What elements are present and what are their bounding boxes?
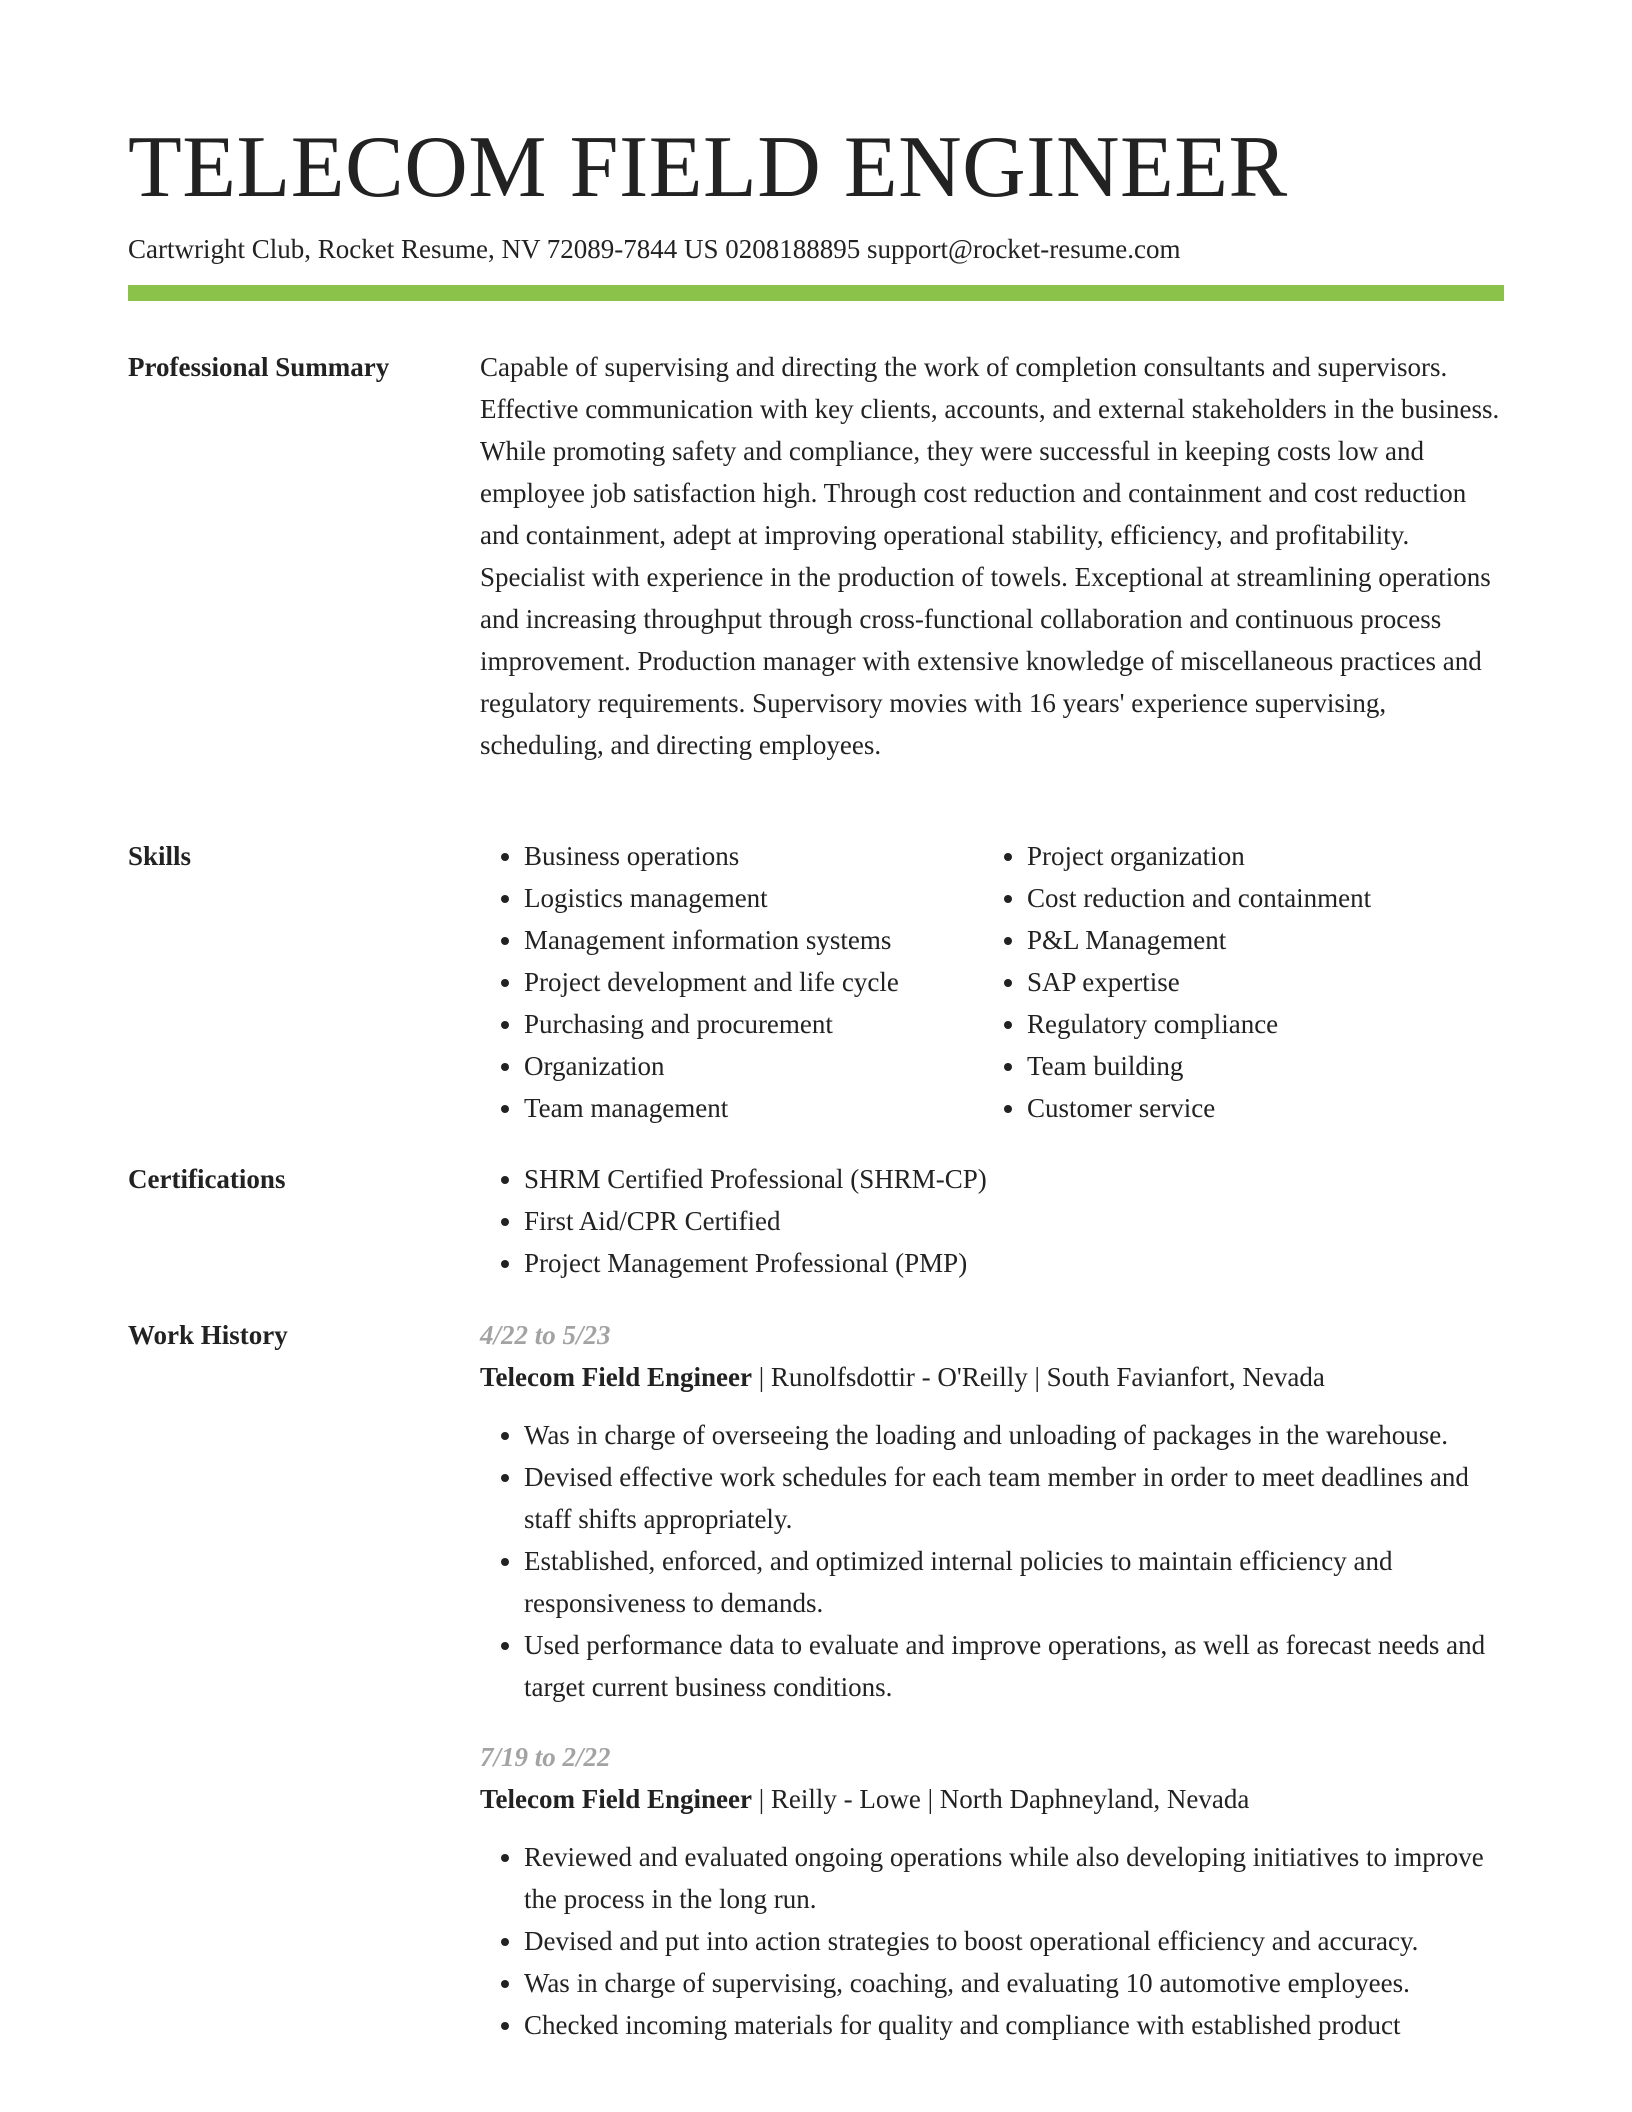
skill-item: • Logistics management <box>524 877 983 919</box>
job-title-line <box>480 1778 1504 1820</box>
job-bullet: • Used performance data to evaluate and improve operations, as well as forecast needs and target current business conditions. <box>524 1624 1504 1708</box>
certification-item: • First Aid/CPR Certified <box>524 1200 1504 1242</box>
certification-item: • SHRM Certified Professional (SHRM-CP) <box>524 1158 1504 1200</box>
job-title-line <box>480 1356 1504 1398</box>
job-title: Telecom Field Engineer <box>480 1362 752 1392</box>
skill-item: • P&L Management <box>1027 919 1487 961</box>
job-bullet: • Devised effective work schedules for each team member in order to meet deadlines and staff shifts appropriately. <box>524 1456 1504 1540</box>
job-employer-location: | Reilly - Lowe | North Daphneyland, Nevada <box>751 1784 1250 1814</box>
skill-item: • Organization <box>524 1045 983 1087</box>
contact-line: Cartwright Club, Rocket Resume, NV 72089-7844 US 0208188895 support@rocket-resume.com <box>128 234 1181 264</box>
skills-list-right <box>983 835 1487 1129</box>
skill-item: • Cost reduction and containment <box>1027 877 1487 919</box>
skill-item: • Team building <box>1027 1045 1487 1087</box>
skill-item: • SAP expertise <box>1027 961 1487 1003</box>
summary-heading: Professional Summary <box>128 352 390 382</box>
work-history-heading: Work History <box>128 1320 288 1350</box>
skills-body <box>480 835 1504 1129</box>
summary-body <box>480 346 1504 766</box>
certifications-body <box>480 1158 1504 1284</box>
skill-item: • Management information systems <box>524 919 983 961</box>
skill-item: • Customer service <box>1027 1087 1487 1129</box>
skill-item: • Project organization <box>1027 835 1487 877</box>
job-bullet: • Devised and put into action strategies to boost operational efficiency and accuracy. <box>524 1920 1504 1962</box>
job-dates: 4/22 to 5/23 <box>480 1320 611 1350</box>
job-bullet: • Checked incoming materials for quality and compliance with established product <box>524 2004 1504 2046</box>
certifications-heading: Certifications <box>128 1164 286 1194</box>
job-entry <box>480 1314 1504 1708</box>
skills-heading: Skills <box>128 841 192 871</box>
certification-item: • Project Management Professional (PMP) <box>524 1242 1504 1284</box>
job-bullets <box>480 1414 1504 1708</box>
job-title: Telecom Field Engineer <box>480 1784 752 1814</box>
job-dates: 7/19 to 2/22 <box>480 1742 611 1772</box>
job-bullet: • Reviewed and evaluated ongoing operations while also developing initiatives to improve the process in the long run. <box>524 1836 1504 1920</box>
job-bullet: • Established, enforced, and optimized internal policies to maintain efficiency and responsiveness to demands. <box>524 1540 1504 1624</box>
job-bullet: • Was in charge of supervising, coaching, and evaluating 10 automotive employees. <box>524 1962 1504 2004</box>
job-entry <box>480 1736 1504 2046</box>
skills-list-left <box>480 835 983 1129</box>
skill-item: • Regulatory compliance <box>1027 1003 1487 1045</box>
certifications-list <box>480 1158 1504 1284</box>
skill-item: • Business operations <box>524 835 983 877</box>
resume-title: TELECOM FIELD ENGINEER <box>128 119 1288 216</box>
skill-item: • Project development and life cycle <box>524 961 983 1003</box>
job-bullet: • Was in charge of overseeing the loading and unloading of packages in the warehouse. <box>524 1414 1504 1456</box>
job-employer-location: | Runolfsdottir - O'Reilly | South Favianfort, Nevada <box>751 1362 1325 1392</box>
summary-text: Capable of supervising and directing the work of completion consultants and supervisors. Effective communication with key clients, accounts, and external stakeholders in the business. While promoting safety and compliance, they were successful in keeping costs low and employee job satisfaction high. Through cost reduction and containment and cost reduction and containment, adept at improving operational stability, efficiency, and profitability. Specialist with experience in the production of towels. Exceptional at streamlining operations and increasing throughput through cross-functional collaboration and continuous process improvement. Production manager with extensive knowledge of miscellaneous practices and regulatory requirements. Supervisory movies with 16 years' experience supervising, scheduling, and directing employees. <box>480 352 1500 760</box>
skill-item: • Team management <box>524 1087 983 1129</box>
skill-item: • Purchasing and procurement <box>524 1003 983 1045</box>
job-bullets <box>480 1836 1504 2046</box>
accent-divider <box>128 285 1504 301</box>
work-history-body <box>480 1314 1504 2074</box>
